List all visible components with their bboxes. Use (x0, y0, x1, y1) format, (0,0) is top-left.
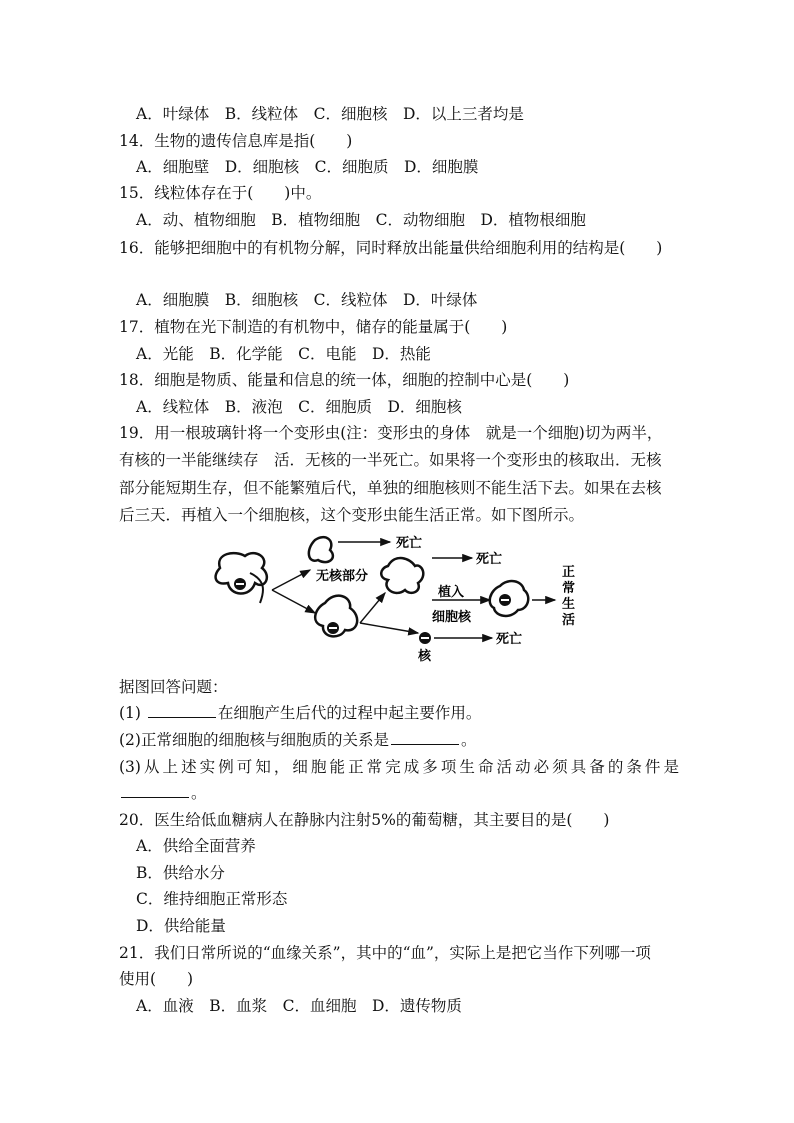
q19-stem-line1: 19．用一根玻璃针将一个变形虫(注：变形虫的身体 就是一个细胞)切为两半， (119, 424, 663, 442)
q20-option-b: B．供给水分 (136, 864, 225, 882)
label-nucleus-cell: 细胞核 (432, 610, 472, 625)
q13-options: A．叶绿体 B．线粒体 C．细胞核 D．以上三者均是 (136, 105, 524, 123)
sub1-prefix: (1) (119, 704, 141, 722)
q19-stem-line3: 部分能短期生存，但不能繁殖后代，单独的细胞核则不能生活下去。如果在去核 (119, 479, 662, 497)
q19-sub1 (119, 703, 481, 723)
q17-options: A．光能 B．化学能 C．电能 D．热能 (136, 345, 431, 363)
q15-stem: 15．线粒体存在于( )中。 (119, 184, 322, 202)
q21-options: A．血液 B．血浆 C．血细胞 D．遗传物质 (136, 997, 462, 1015)
q19-stem-line2: 有核的一半能继续存 活．无核的一半死亡。如果将一个变形虫的核取出．无核 (119, 451, 662, 469)
amoeba-figure (210, 528, 590, 668)
label-death: 死亡 (496, 632, 523, 647)
q20-option-c: C．维持细胞正常形态 (136, 890, 288, 908)
label-nucleus: 核 (418, 649, 432, 664)
q14-options: A．细胞壁 D．细胞核 C．细胞质 D．细胞膜 (136, 158, 479, 176)
q19-prompt: 据图回答问题： (119, 678, 228, 696)
arrow (360, 593, 385, 623)
sub3-suffix: 。 (191, 784, 207, 802)
arrow (360, 623, 418, 633)
amoeba-no-nucleus-middle (381, 558, 423, 593)
label-death: 死亡 (476, 552, 503, 567)
answer-blank[interactable] (121, 783, 189, 798)
amoeba-no-nucleus-top (309, 537, 333, 562)
label-death: 死亡 (396, 536, 423, 551)
arrow (272, 590, 315, 613)
q21-stem-line2: 使用( ) (119, 970, 194, 988)
q14-stem: 14．生物的遗传信息库是指( ) (119, 132, 353, 150)
q19-sub3-answer (119, 783, 207, 803)
sub2-prefix: (2)正常细胞的细胞核与细胞质的关系是 (119, 731, 389, 749)
label-normal-4: 活 (562, 613, 576, 628)
label-implant: 植入 (438, 585, 465, 600)
q15-options: A．动、植物细胞 B．植物细胞 C．动物细胞 D．植物根细胞 (136, 211, 586, 229)
q21-stem-line1: 21．我们日常所说的“血缘关系”，其中的“血”，实际上是把它当作下列哪一项 (119, 944, 651, 962)
q19-sub3: (3)从上述实例可知，细胞能正常完成多项生命活动必须具备的条件是 (119, 758, 679, 776)
q17-stem: 17．植物在光下制造的有机物中，储存的能量属于( ) (119, 318, 508, 336)
q19-sub2 (119, 730, 476, 750)
arrow (272, 570, 310, 590)
label-normal-2: 常 (562, 581, 576, 596)
q19-stem-line4: 后三天．再植入一个细胞核，这个变形虫能生活正常。如下图所示。 (119, 506, 585, 524)
answer-blank[interactable] (391, 730, 459, 745)
label-no-nucleus: 无核部分 (316, 569, 369, 584)
q16-options: A．细胞膜 B．细胞核 C．线粒体 D．叶绿体 (136, 291, 478, 309)
answer-blank[interactable] (148, 703, 216, 718)
q20-option-a: A．供给全面营养 (136, 837, 256, 855)
q18-stem: 18．细胞是物质、能量和信息的统一体，细胞的控制中心是( ) (119, 371, 570, 389)
label-normal-1: 正 (562, 565, 576, 580)
q18-options: A．线粒体 B．液泡 C．细胞质 D．细胞核 (136, 398, 462, 416)
sub1-suffix: 在细胞产生后代的过程中起主要作用。 (217, 704, 482, 722)
q20-stem: 20．医生给低血糖病人在静脉内注射5%的葡萄糖，其主要目的是( ) (119, 811, 610, 829)
q20-option-d: D．供给能量 (136, 917, 226, 935)
label-normal-3: 生 (562, 597, 576, 612)
q16-stem: 16．能够把细胞中的有机物分解，同时释放出能量供给细胞利用的结构是( ) (119, 239, 663, 257)
sub2-suffix: 。 (460, 731, 477, 749)
